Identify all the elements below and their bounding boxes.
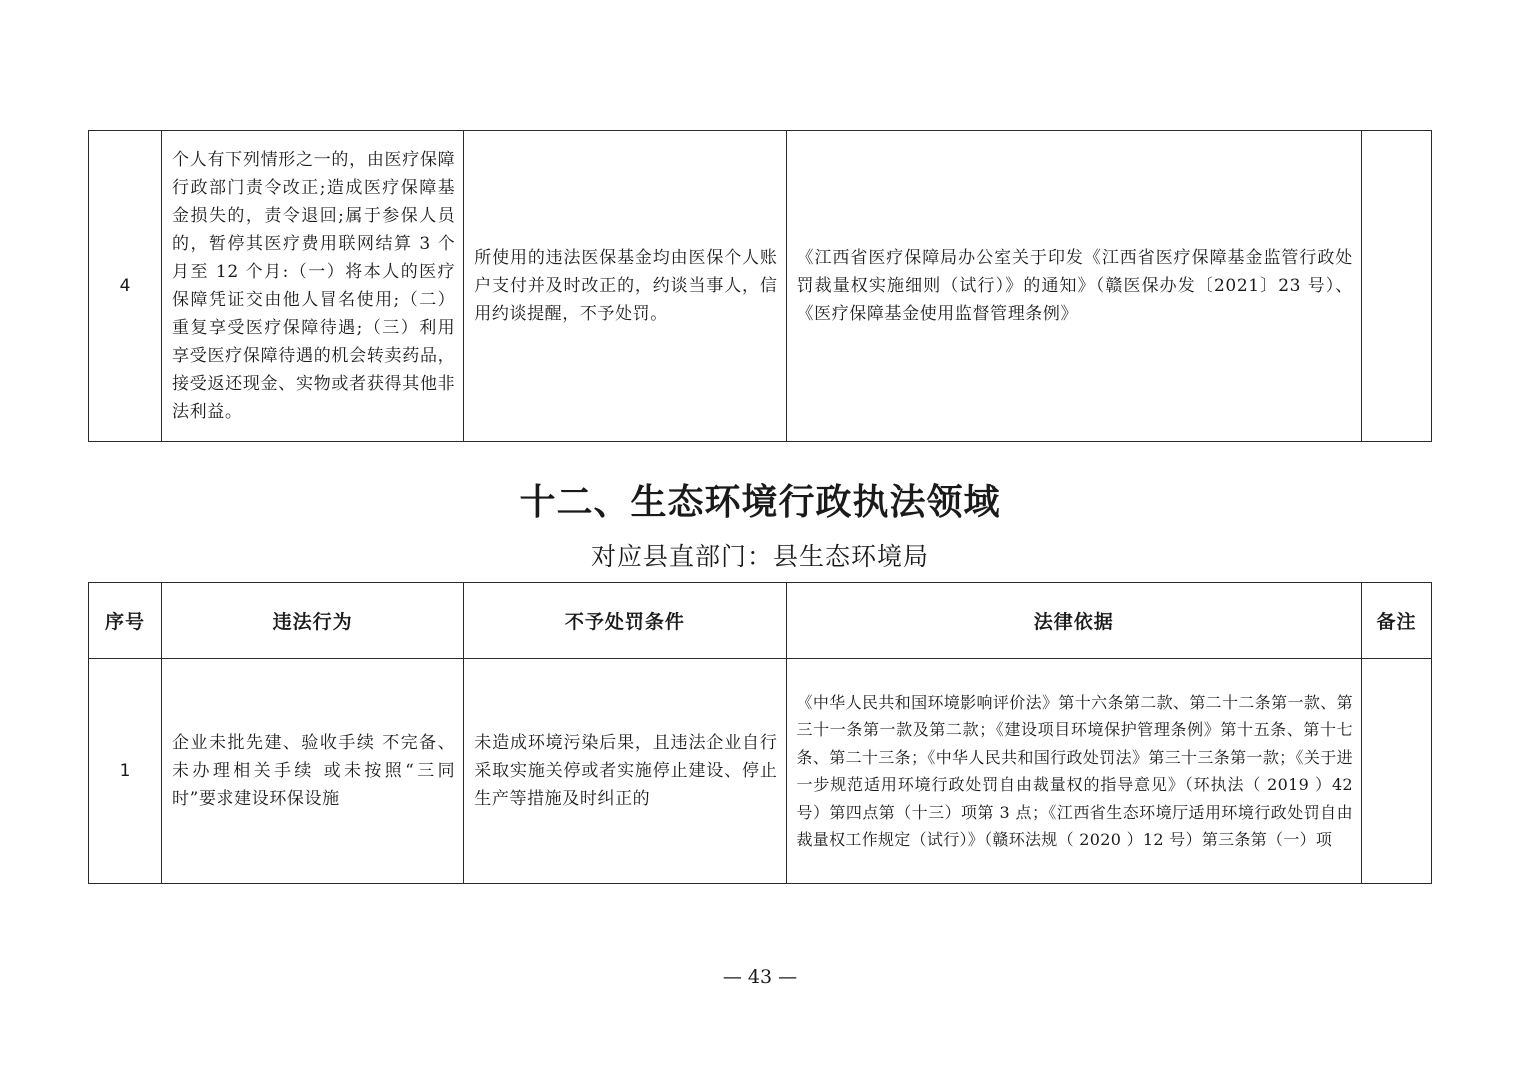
enforcement-table — [88, 582, 1432, 884]
row-remark — [1361, 131, 1431, 442]
row-violation: 企业未批先建、验收手续 不完备、未办理相关手续 或未按照“三同时”要求建设环保设施 — [172, 733, 456, 809]
table-header-row — [89, 583, 1432, 659]
section-title: 十二、生态环境行政执法领域 — [519, 482, 1001, 523]
row-legal-basis: 《中华人民共和国环境影响评价法》第十六条第二款、第二十二条第一款、第三十一条第一款及第二款；《建设项目环境保护管理条例》第十五条、第十七条、第二十三条；《中华人民共和国行政处罚法》第三十三条第一款；《关于进一步规范适用环境行政处罚自由裁量权的指导意见》（环执法（ 2019 ）42 号）第四点第（十三）项第 3 点；《江西省生态环境厅适用环境行政处罚自由裁量权工作规定（试行）》（赣环法规（ 2020 ）12 号）第三条第（一）项 — [796, 692, 1353, 849]
row-condition: 所使用的违法医保基金均由医保个人账户支付并及时改正的，约谈当事人，信用约谈提醒，不予处罚。 — [474, 248, 778, 324]
header-legal-basis: 法律依据 — [786, 583, 1361, 659]
header-violation: 违法行为 — [162, 583, 464, 659]
table-row — [89, 131, 1432, 442]
continued-table — [88, 130, 1432, 442]
row-legal-basis: 《江西省医疗保障局办公室关于印发《江西省医疗保障基金监管行政处罚裁量权实施细则（试行）》的通知》（赣医保办发〔2021〕23 号）、《医疗保障基金使用监督管理条例》 — [796, 248, 1353, 324]
row-seq: 4 — [89, 131, 162, 442]
department-line: 对应县直部门：县生态环境局 — [590, 542, 929, 571]
page-number: — 43 — — [722, 966, 798, 988]
header-condition: 不予处罚条件 — [464, 583, 786, 659]
row-condition-cell — [464, 131, 786, 442]
row-violation-cell — [162, 131, 464, 442]
table-row — [89, 659, 1432, 884]
header-seq: 序号 — [89, 583, 162, 659]
row-remark — [1361, 659, 1431, 884]
row-violation: 个人有下列情形之一的，由医疗保障行政部门责令改正;造成医疗保障基金损失的，责令退回;属于参保人员的，暂停其医疗费用联网结算 3 个月至 12 个月:（一）将本人的医疗保障凭证交由他人冒名使用;（二）重复享受医疗保障待遇;（三）利用享受医疗保障待遇的机会转卖药品，接受返还现金、实物或者获得其他非法利益。 — [172, 150, 456, 422]
row-condition-cell — [464, 659, 786, 884]
row-legal-basis-cell — [786, 131, 1361, 442]
row-condition: 未造成环境污染后果，且违法企业自行采取实施关停或者实施停止建设、停止生产等措施及时纠正的 — [474, 733, 778, 809]
row-violation-cell — [162, 659, 464, 884]
row-legal-basis-cell — [786, 659, 1361, 884]
header-remark: 备注 — [1361, 583, 1431, 659]
row-seq: 1 — [89, 659, 162, 884]
